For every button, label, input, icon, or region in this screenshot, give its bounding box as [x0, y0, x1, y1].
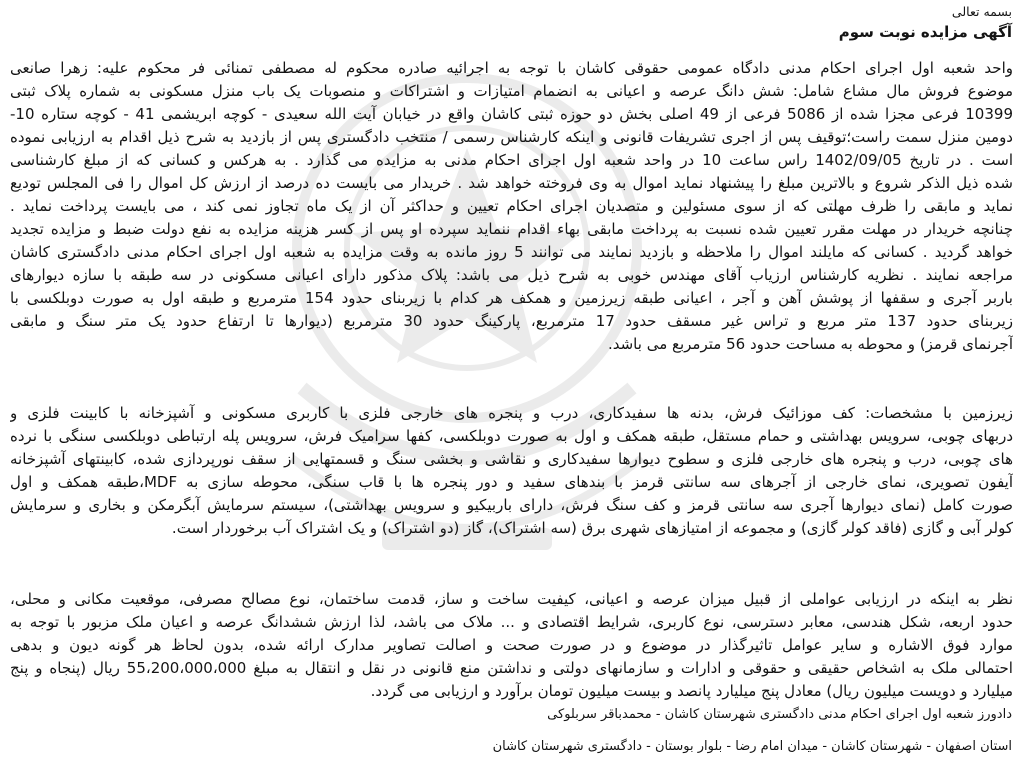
officer-signature: دادورز شعبه اول اجرای احکام مدنی دادگستری شهرستان کاشان - محمدباقر سربلوکی: [547, 707, 1012, 722]
notice-text-line: نظر به اینکه در ارزیابی عواملی از قبیل میزان عرصه و اعیانی، کیفیت ساخت و ساز، قدمت ساختمان، نوع مصالح مصرفی، موقعیت مکانی و محلی،: [10, 590, 1013, 608]
notice-text-line: واحد شعبه اول اجرای احکام مدنی دادگاه عمومی حقوقی کاشان با توجه به اجرائیه صادره محکوم له مصطفی تمنائی فر محکوم علیه: زهرا صانعی: [10, 59, 1013, 77]
paragraph-property-specifications: [10, 402, 1013, 540]
notice-text-line: زیربنای حدود 137 متر مربع و تراس غیر مسقف حدود 17 مترمربع، پارکینگ حدود 30 مترمربع (دیوارها تا ارتفاع حدود یک متر سنگ و مابقی: [10, 312, 1013, 330]
notice-text-line: 10399 فرعی مجزا شده از 5086 فرعی از 49 اصلی بخش دو حوزه ثبتی کاشان واقع در خیابان آیت الله سعیدی - کوچه ابریشمی 41 - کوچه ستاره 10-: [10, 105, 1013, 123]
notice-text-line: احتمالی ملک به اشخاص حقیقی و حقوقی و ادارات و سازمانهای دولتی و نداشتن منع قانونی در نقل و انتقال به مبلغ 55،200،000،000 ریال (پنجاه و پنج: [10, 659, 1013, 677]
notice-title: آگهی مزایده نوبت سوم: [838, 23, 1012, 41]
paragraph-auction-terms: [10, 57, 1013, 356]
notice-text-line: شده ذیل الذکر شروع و بالاترین مبلغ را پیشنهاد نماید اموال به وی فروخته خواهد شد . خریدار می بایست ده درصد از ارزش کل اموال را فی المجلس تودیع: [10, 174, 1013, 192]
notice-text-line: دربهای چوبی، سرویس بهداشتی و حمام مستقل، طبقه همکف و اول به صورت دوبلکسی، کفها سرامیک فرش، سرویس پله ارتباطی دوبلکسی سنگی با نرده: [10, 427, 1013, 445]
notice-text-line: آیفون تصویری، نمای خارجی از آجرهای سه سانتی قرمز با بندهای سفید و دور پنجره ها با قاب سنگی، محوطه سازی به MDF،طبقه همکف و اول: [10, 473, 1013, 491]
notice-text-line: باربر آجری و سقفها از پوشش آهن و آجر ، اعیانی طبقه زیرزمین و همکف هر کدام با زیربنای حدود 154 مترمربع و طبقه اول به صورت دوبلکسی با: [10, 289, 1013, 307]
notice-text-line: نماید و مابقی را ظرف مهلتی که از سوی مسئولین و متصدیان اجرای احکام تعیین و حداکثر آن از یک ماه تجاوز نمی کند ، می بایست پرداخت نماید .: [10, 197, 1013, 215]
notice-invocation: بسمه تعالی: [951, 4, 1012, 19]
notice-text-line: کولر آبی و گازی (فاقد کولر گازی) و مجموعه از امتیازهای شهری برق (سه اشتراک)، گاز (دو اشتراک) و یک اشتراک آب برخوردار است.: [171, 519, 1013, 537]
notice-text-line: های چوبی، درب و پنجره های خارجی فلزی و سطوح دیوارها سفیدکاری و نقاشی و بخشی سنگ و قسمتهایی از سقف نورپردازی شده، کابینتهای آشپزخانه: [10, 450, 1013, 468]
paragraph-valuation: [10, 588, 1013, 703]
notice-text-line: میلیارد و دویست میلیون ریال) معادل پنج میلیارد پانصد و بیست میلیون تومان برآورد و ارزیابی می گردد.: [370, 682, 1013, 700]
notice-text-line: زیرزمین با مشخصات: کف موزائیک فرش، بدنه ها سفیدکاری، درب و پنجره های خارجی فلزی با کاربری مسکونی و آشپزخانه با کابینت فلزی و: [10, 404, 1013, 422]
notice-text-line: مراجعه نمایند . نظریه کارشناس ارزیاب آقای مهندس خوبی به شرح ذیل می باشد: پلاک مذکور دارای اعیانی مسکونی در سه طبقه با سازه دیوارهای: [10, 266, 1013, 284]
notice-text-line: حدود اربعه، شکل هندسی، معابر دسترسی، نوع کاربری، شرایط اقتصادی و ... ملاک می باشد، لذا ارزش ششدانگ عرصه و اعیان ملک مزبور با توجه به: [10, 613, 1013, 631]
notice-text-line: صورت کامل (نمای دیوارها آجری سه سانتی قرمز و کف سنگ فرش، دارای باربیکیو و سرویس بهداشتی)، سیستم سرمایش آبگرمکن و بخاری و سرمایش: [10, 496, 1013, 514]
notice-text-line: موارد فوق الاشاره و سایر عوامل تاثیرگذار در موضوع و در صورت صحت و اصالت تصاویر مدارک ارائه شده، بدون لحاظ هر گونه دیون و بدهی: [10, 636, 1013, 654]
notice-text-line: آجرنمای قرمز) و محوطه به مساحت حدود 56 مترمربع می باشد.: [607, 335, 1013, 353]
notice-text-line: چنانچه خریدار در مهلت مقرر تعیین شده نسبت به پرداخت مابقی بهاء اقدام ننماید سپرده او پس از کسر هزینه مزایده به نفع دولت ضبط و مزایده تجدید: [10, 220, 1013, 238]
notice-text-line: موضوع فروش مال مشاع شامل: شش دانگ عرصه و اعیانی به انضمام امتیازات و اشتراکات و منصوبات یک باب منزل مسکونی به شماره پلاک ثبتی: [10, 82, 1013, 100]
notice-text-line: دومین منزل سمت راست؛توقیف پس از اجری تشریفات قانونی و اینکه کارشناس رسمی / منتخب دادگستری پس از بازدید به شرح ذیل اقدام به ارزیابی نموده: [10, 128, 1013, 146]
notice-text-line: است . در تاریخ 1402/09/05 راس ساعت 10 در واحد شعبه اول اجرای احکام مدنی به مزایده می گذارد . به هرکس و کسانی که از مبلغ کارشناسی: [10, 151, 1013, 169]
notice-text-line: خواهد گردید . کسانی که مایلند اموال را ملاحظه و بازدید نمایند می توانند 5 روز مانده به وقت مزایده به شعبه اول اجرای احکام مدنی دادگستری کاشان: [10, 243, 1013, 261]
court-address: استان اصفهان - شهرستان کاشان - میدان امام رضا - بلوار بوستان - دادگستری شهرستان کاشان: [492, 739, 1012, 754]
